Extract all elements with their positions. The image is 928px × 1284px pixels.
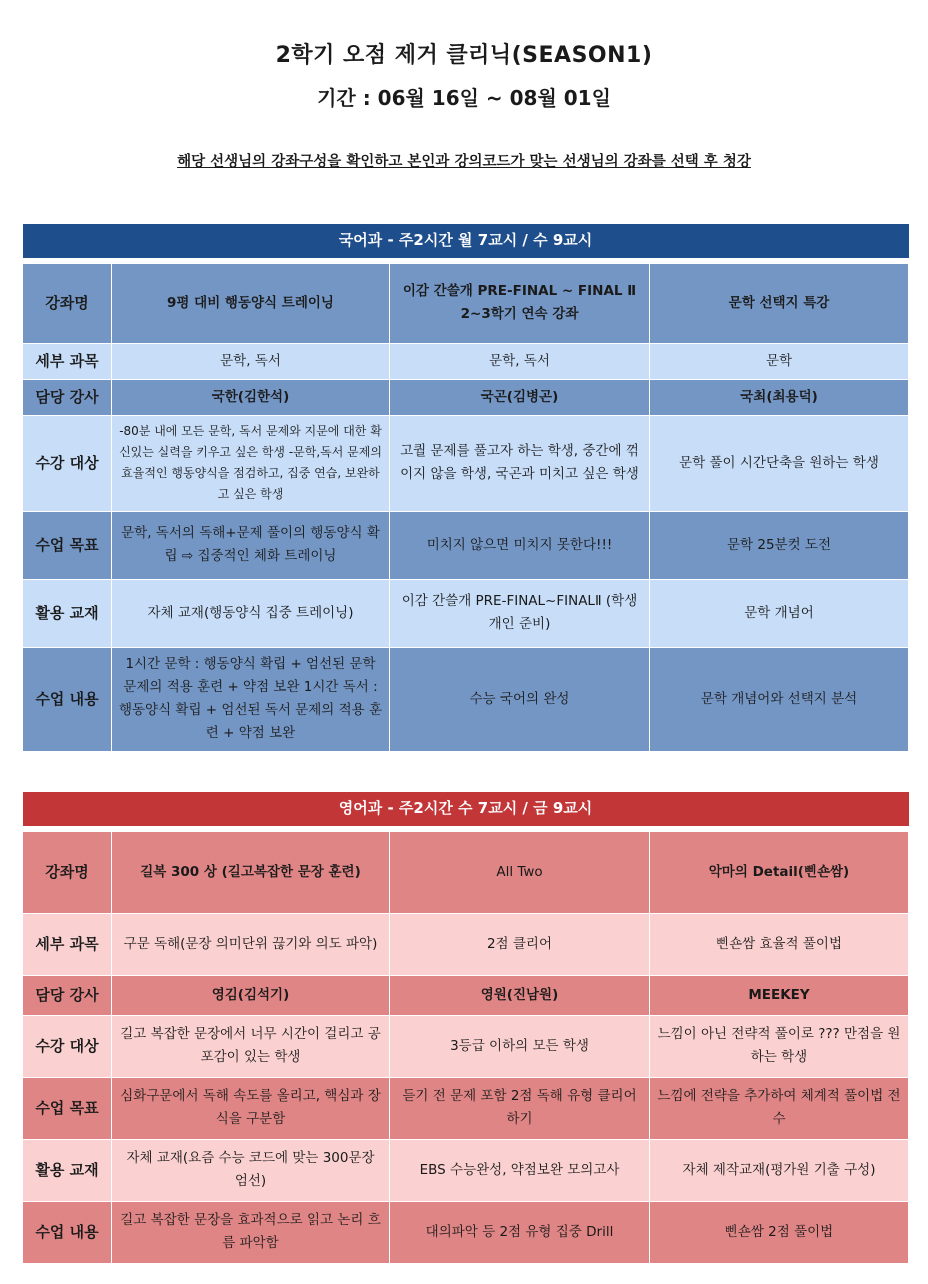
table-cell: 영원(진남원) bbox=[390, 975, 650, 1015]
table-cell: 문학 풀이 시간단축을 원하는 학생 bbox=[650, 415, 909, 511]
table-cell: 미치지 않으면 미치지 못한다!!! bbox=[390, 511, 650, 579]
row-label: 활용 교재 bbox=[23, 1139, 112, 1201]
table-cell: 고퀄 문제를 풀고자 하는 학생, 중간에 꺾이지 않을 학생, 국곤과 미치고 싶은 학생 bbox=[390, 415, 650, 511]
table-cell: 심화구문에서 독해 속도를 올리고, 핵심과 장식을 구분함 bbox=[112, 1077, 390, 1139]
table-cell: 구문 독해(문장 의미단위 끊기와 의도 파악) bbox=[112, 913, 390, 975]
table-row bbox=[23, 1015, 909, 1077]
row-label: 강좌명 bbox=[23, 263, 112, 343]
table-cell: 문학, 독서 bbox=[112, 343, 390, 379]
row-label: 세부 과목 bbox=[23, 343, 112, 379]
english-course-table bbox=[22, 792, 909, 1264]
table-cell: 대의파악 등 2점 유형 집중 Drill bbox=[390, 1201, 650, 1263]
korean-course-table bbox=[22, 224, 909, 752]
row-label: 담당 강사 bbox=[23, 975, 112, 1015]
notice-text: 해당 선생님의 강좌구성을 확인하고 본인과 강의코드가 맞는 선생님의 강좌를 선택 후 청강 bbox=[177, 154, 751, 170]
table-row bbox=[23, 1139, 909, 1201]
table-cell: 삔숀쌈 효율적 풀이법 bbox=[650, 913, 909, 975]
table-cell: 삔숀쌈 2점 풀이법 bbox=[650, 1201, 909, 1263]
table-cell: 이감 간쓸개 PRE-FINAL~FINALⅡ (학생 개인 준비) bbox=[390, 579, 650, 647]
table-cell: 자체 교재(요즘 수능 코드에 맞는 300문장 엄선) bbox=[112, 1139, 390, 1201]
table-cell: 자체 제작교재(평가원 기출 구성) bbox=[650, 1139, 909, 1201]
table-row bbox=[23, 379, 909, 415]
table-cell: 2점 클리어 bbox=[390, 913, 650, 975]
table-cell: 수능 국어의 완성 bbox=[390, 647, 650, 751]
table-cell: 듣기 전 문제 포함 2점 독해 유형 클리어하기 bbox=[390, 1077, 650, 1139]
table-cell: MEEKEY bbox=[650, 975, 909, 1015]
table-row bbox=[23, 975, 909, 1015]
row-label: 활용 교재 bbox=[23, 579, 112, 647]
table-cell: 자체 교재(행동양식 집중 트레이닝) bbox=[112, 579, 390, 647]
table-cell: 문학 bbox=[650, 343, 909, 379]
row-label: 수강 대상 bbox=[23, 415, 112, 511]
table-cell: 길고 복잡한 문장을 효과적으로 읽고 논리 흐름 파악함 bbox=[112, 1201, 390, 1263]
table-cell: 문학 개념어와 선택지 분석 bbox=[650, 647, 909, 751]
table-row bbox=[23, 913, 909, 975]
table-cell: 길고 복잡한 문장에서 너무 시간이 걸리고 공포감이 있는 학생 bbox=[112, 1015, 390, 1077]
table-row bbox=[23, 1077, 909, 1139]
table-cell: 영김(김석기) bbox=[112, 975, 390, 1015]
table-cell: 문학 25분컷 도전 bbox=[650, 511, 909, 579]
table-cell: 악마의 Detail(삔숀쌈) bbox=[650, 831, 909, 913]
table-cell: 이감 간쓸개 PRE-FINAL ~ FINAL Ⅱ 2~3학기 연속 강좌 bbox=[390, 263, 650, 343]
row-label: 세부 과목 bbox=[23, 913, 112, 975]
table-cell: 3등급 이하의 모든 학생 bbox=[390, 1015, 650, 1077]
table-cell: 느낌에 전략을 추가하여 체계적 풀이법 전수 bbox=[650, 1077, 909, 1139]
row-label: 강좌명 bbox=[23, 831, 112, 913]
table-row bbox=[23, 1201, 909, 1263]
table-row bbox=[23, 415, 909, 511]
table-cell: 문학 선택지 특강 bbox=[650, 263, 909, 343]
table-cell: 문학, 독서 bbox=[390, 343, 650, 379]
table-cell: 문학, 독서의 독해+문제 풀이의 행동양식 확립 ⇨ 집중적인 체화 트레이닝 bbox=[112, 511, 390, 579]
korean-banner: 국어과 - 주2시간 월 7교시 / 수 9교시 bbox=[23, 224, 909, 258]
row-label: 수업 내용 bbox=[23, 647, 112, 751]
row-label: 담당 강사 bbox=[23, 379, 112, 415]
table-row bbox=[23, 511, 909, 579]
row-label: 수업 목표 bbox=[23, 511, 112, 579]
table-cell: 느낌이 아닌 전략적 풀이로 ??? 만점을 원하는 학생 bbox=[650, 1015, 909, 1077]
table-cell: 9평 대비 행동양식 트레이닝 bbox=[112, 263, 390, 343]
table-cell: 문학 개념어 bbox=[650, 579, 909, 647]
table-row bbox=[23, 831, 909, 913]
row-label: 수강 대상 bbox=[23, 1015, 112, 1077]
table-row bbox=[23, 647, 909, 751]
table-row bbox=[23, 263, 909, 343]
table-cell: All Two bbox=[390, 831, 650, 913]
english-banner: 영어과 - 주2시간 수 7교시 / 금 9교시 bbox=[23, 792, 909, 826]
table-cell: -80분 내에 모든 문학, 독서 문제와 지문에 대한 확신있는 실력을 키우고 싶은 학생 -문학,독서 문제의 효율적인 행동양식을 점검하고, 집중 연습, 보완하고 싶은 학생 bbox=[112, 415, 390, 511]
row-label: 수업 내용 bbox=[23, 1201, 112, 1263]
table-cell: EBS 수능완성, 약점보완 모의고사 bbox=[390, 1139, 650, 1201]
period-text: 기간 : 06월 16일 ~ 08월 01일 bbox=[317, 86, 611, 110]
table-cell: 길복 300 상 (길고복잡한 문장 훈련) bbox=[112, 831, 390, 913]
page-title: 2학기 오점 제거 클리닉(SEASON1) bbox=[275, 43, 653, 68]
table-cell: 1시간 문학 : 행동양식 확립 + 엄선된 문학 문제의 적용 훈련 + 약점 보완 1시간 독서 : 행동양식 확립 + 엄선된 독서 문제의 적용 훈련 + 약점 보완 bbox=[112, 647, 390, 751]
table-row bbox=[23, 579, 909, 647]
table-cell: 국곤(김병곤) bbox=[390, 379, 650, 415]
table-cell: 국한(김한석) bbox=[112, 379, 390, 415]
row-label: 수업 목표 bbox=[23, 1077, 112, 1139]
table-row bbox=[23, 343, 909, 379]
table-cell: 국최(최용덕) bbox=[650, 379, 909, 415]
